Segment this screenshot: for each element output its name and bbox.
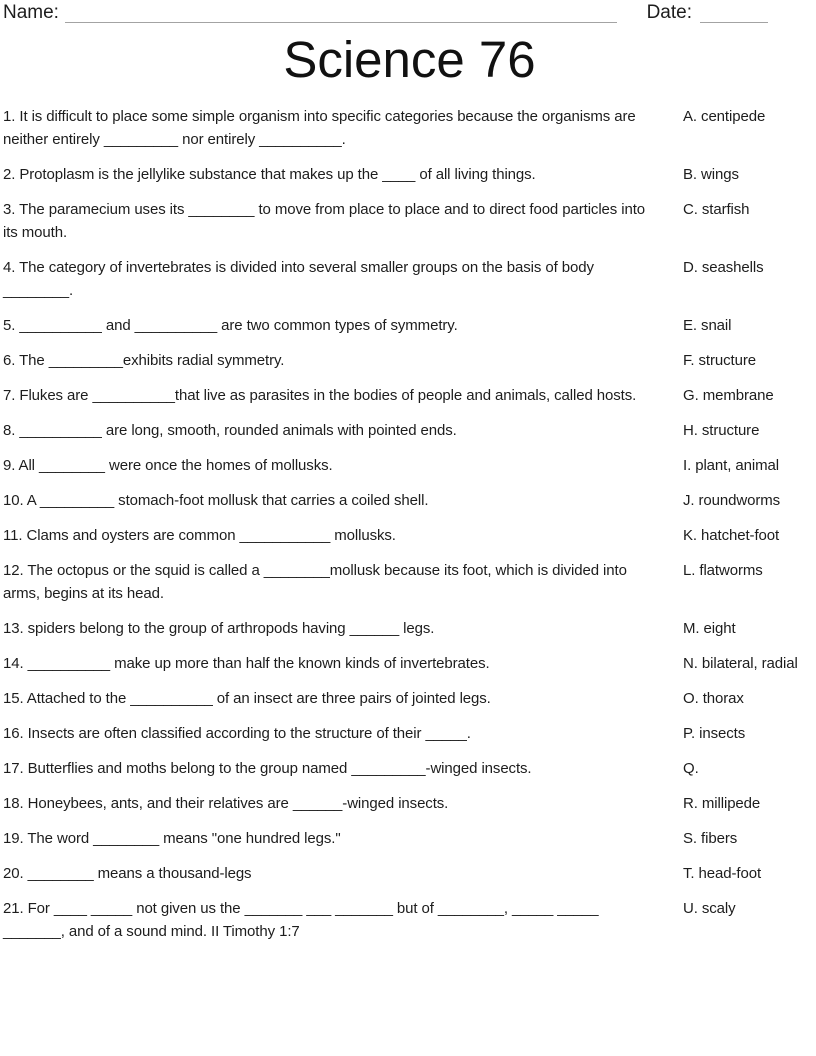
answer-option: P. insects bbox=[683, 725, 746, 742]
question-text: 9. All ________ were once the homes of mollusks. bbox=[3, 457, 333, 474]
worksheet-row bbox=[3, 687, 816, 710]
answer-option: H. structure bbox=[683, 422, 760, 439]
answer-option: C. starfish bbox=[683, 201, 750, 218]
question-text: 17. Butterflies and moths belong to the group named _________-winged insects. bbox=[3, 760, 532, 777]
answer-option: G. membrane bbox=[683, 387, 774, 404]
answer-option: F. structure bbox=[683, 352, 756, 369]
worksheet-row bbox=[3, 792, 816, 815]
answer-option: D. seashells bbox=[683, 259, 764, 276]
worksheet-row bbox=[3, 489, 816, 512]
question-text: 10. A _________ stomach-foot mollusk that carries a coiled shell. bbox=[3, 492, 429, 509]
answer-option: O. thorax bbox=[683, 690, 744, 707]
question-text: 8. __________ are long, smooth, rounded animals with pointed ends. bbox=[3, 422, 457, 439]
worksheet-row bbox=[3, 198, 816, 244]
question-text: 7. Flukes are __________that live as parasites in the bodies of people and animals, called hosts. bbox=[3, 387, 637, 404]
question-text: 16. Insects are often classified according to the structure of their _____. bbox=[3, 725, 471, 742]
worksheet-row bbox=[3, 384, 816, 407]
date-blank-line bbox=[700, 5, 768, 23]
worksheet-row bbox=[3, 419, 816, 442]
worksheet-row bbox=[3, 314, 816, 337]
name-label: Name: bbox=[3, 2, 59, 23]
question-text: 1. It is difficult to place some simple organism into specific categories because the organisms are neither entirely _________ nor entirely __________. bbox=[3, 108, 636, 148]
question-list bbox=[3, 105, 816, 943]
worksheet-row bbox=[3, 652, 816, 675]
worksheet-row bbox=[3, 827, 816, 850]
answer-option: Q. bbox=[683, 760, 699, 777]
worksheet-row bbox=[3, 105, 816, 151]
answer-option: T. head-foot bbox=[683, 865, 762, 882]
question-text: 6. The _________exhibits radial symmetry. bbox=[3, 352, 285, 369]
worksheet-row bbox=[3, 897, 816, 943]
worksheet-row bbox=[3, 862, 816, 885]
answer-option: J. roundworms bbox=[683, 492, 781, 509]
worksheet-row bbox=[3, 256, 816, 302]
question-text: 11. Clams and oysters are common ___________ mollusks. bbox=[3, 527, 396, 544]
answer-option: N. bilateral, radial bbox=[683, 655, 798, 672]
question-text: 15. Attached to the __________ of an insect are three pairs of jointed legs. bbox=[3, 690, 491, 707]
worksheet-row bbox=[3, 349, 816, 372]
answer-option: S. fibers bbox=[683, 830, 738, 847]
answer-option: K. hatchet-foot bbox=[683, 527, 780, 544]
question-text: 5. __________ and __________ are two common types of symmetry. bbox=[3, 317, 458, 334]
answer-option: A. centipede bbox=[683, 108, 766, 125]
question-text: 4. The category of invertebrates is divided into several smaller groups on the basis of body ________. bbox=[3, 259, 594, 299]
question-text: 19. The word ________ means "one hundred legs." bbox=[3, 830, 341, 847]
worksheet-row bbox=[3, 559, 816, 605]
answer-option: I. plant, animal bbox=[683, 457, 779, 474]
answer-option: R. millipede bbox=[683, 795, 761, 812]
worksheet-row bbox=[3, 757, 816, 780]
question-text: 14. __________ make up more than half the known kinds of invertebrates. bbox=[3, 655, 490, 672]
date-label: Date: bbox=[646, 2, 692, 23]
worksheet-row bbox=[3, 722, 816, 745]
answer-option: M. eight bbox=[683, 620, 736, 637]
question-text: 21. For ____ _____ not given us the _______ ___ _______ but of ________, _____ _____ _______, and of a sound mind. II Timothy 1:7 bbox=[3, 900, 599, 940]
answer-option: L. flatworms bbox=[683, 562, 763, 579]
question-text: 18. Honeybees, ants, and their relatives are ______-winged insects. bbox=[3, 795, 449, 812]
worksheet-row bbox=[3, 524, 816, 547]
worksheet-row bbox=[3, 454, 816, 477]
worksheet-row bbox=[3, 617, 816, 640]
worksheet-row bbox=[3, 163, 816, 186]
answer-option: B. wings bbox=[683, 166, 739, 183]
question-text: 2. Protoplasm is the jellylike substance that makes up the ____ of all living things. bbox=[3, 166, 536, 183]
question-text: 3. The paramecium uses its ________ to move from place to place and to direct food particles into its mouth. bbox=[3, 201, 646, 241]
answer-option: U. scaly bbox=[683, 900, 736, 917]
question-text: 20. ________ means a thousand-legs bbox=[3, 865, 252, 882]
name-blank-line bbox=[65, 5, 617, 23]
page-title: Science 76 bbox=[283, 31, 536, 88]
question-text: 13. spiders belong to the group of arthropods having ______ legs. bbox=[3, 620, 435, 637]
worksheet-header bbox=[3, 2, 816, 24]
question-text: 12. The octopus or the squid is called a ________mollusk because its foot, which is divided into arms, begins at its head. bbox=[3, 562, 627, 602]
answer-option: E. snail bbox=[683, 317, 732, 334]
